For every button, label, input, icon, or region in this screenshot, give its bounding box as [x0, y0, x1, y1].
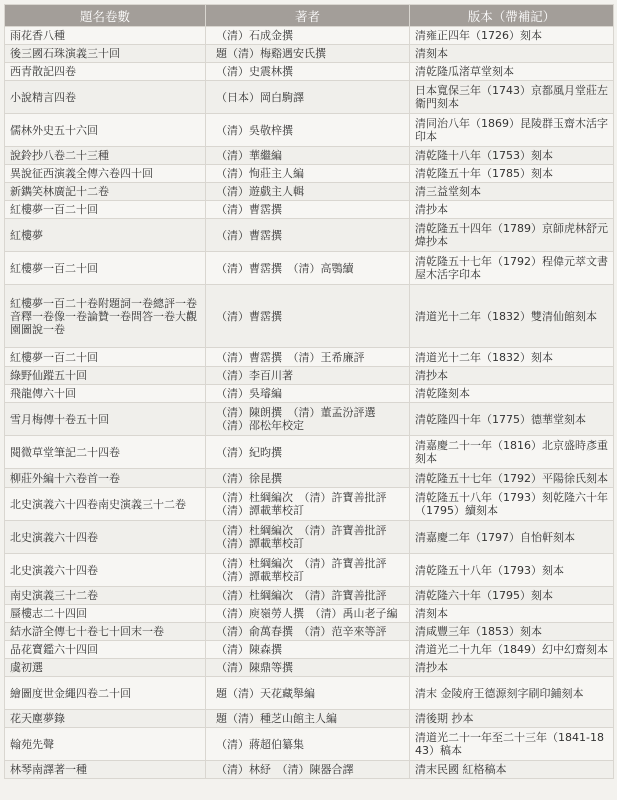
- cell-author: （清）林紓 （清）陳器合譯: [206, 761, 410, 779]
- cell-edition: 清道光二十一年至二十三年（1841-1843）稿本: [410, 728, 614, 761]
- cell-author: （清）遊戲主人輯: [206, 183, 410, 201]
- cell-title: 紅樓夢: [5, 219, 206, 252]
- table-row: [5, 165, 614, 183]
- cell-author: 題（清）天花藏舉編: [206, 677, 410, 710]
- cell-edition: 清後期 抄本: [410, 710, 614, 728]
- table-row: [5, 183, 614, 201]
- cell-title: 蜃樓志二十四回: [5, 605, 206, 623]
- cell-author: （清）杜綱編次 （清）許寶善批評 （清）譚載華校訂: [206, 488, 410, 521]
- cell-edition: 清抄本: [410, 367, 614, 385]
- cell-author: （清）陳朗撰 （清）董孟汾評選 （清）邵松年校定: [206, 403, 410, 436]
- table-row: [5, 710, 614, 728]
- cell-edition: 清乾隆五十年（1785）刻本: [410, 165, 614, 183]
- cell-author: （清）恂莊主人編: [206, 165, 410, 183]
- table-row: [5, 252, 614, 285]
- cell-author: （清）石成金撰: [206, 27, 410, 45]
- table-row: [5, 623, 614, 641]
- cell-title: 翰苑先聲: [5, 728, 206, 761]
- cell-title: 紅樓夢一百二十回: [5, 201, 206, 219]
- cell-author: （清）曹霑撰: [206, 219, 410, 252]
- cell-edition: 清乾隆瓜渚草堂刻本: [410, 63, 614, 81]
- cell-edition: 清道光十二年（1832）雙清仙館刻本: [410, 285, 614, 348]
- cell-edition: 清三益堂刻本: [410, 183, 614, 201]
- table-row: [5, 147, 614, 165]
- header-row: [5, 5, 614, 27]
- table-row: [5, 27, 614, 45]
- cell-author: 題（清）梅谿遇安氏撰: [206, 45, 410, 63]
- table-row: [5, 521, 614, 554]
- cell-title: 品花寶鑑六十四回: [5, 641, 206, 659]
- cell-author: （清）俞萬春撰 （清）范辛來等評: [206, 623, 410, 641]
- cell-author: （清）陳鼎等撰: [206, 659, 410, 677]
- cell-title: 林琴南譯著一種: [5, 761, 206, 779]
- cell-author: （清）陳森撰: [206, 641, 410, 659]
- table-row: [5, 605, 614, 623]
- cell-author: （清）紀昀撰: [206, 436, 410, 469]
- cell-author: （清）庾嶺勞人撰 （清）禹山老子編: [206, 605, 410, 623]
- table-row: [5, 45, 614, 63]
- cell-edition: 清乾隆五十七年（1792）平陽徐氏刻本: [410, 469, 614, 488]
- cell-author: （日本）岡白駒譯: [206, 81, 410, 114]
- table-row: [5, 81, 614, 114]
- cell-title: 儒林外史五十六回: [5, 114, 206, 147]
- cell-title: 異說征西演義全傳六卷四十回: [5, 165, 206, 183]
- cell-title: 小說精言四卷: [5, 81, 206, 114]
- cell-title: 柳莊外編十六卷首一卷: [5, 469, 206, 488]
- cell-edition: 清乾隆十八年（1753）刻本: [410, 147, 614, 165]
- table-row: [5, 201, 614, 219]
- table-row: [5, 761, 614, 779]
- cell-author: （清）曹霑撰: [206, 285, 410, 348]
- cell-title: 北史演義六十四卷南史演義三十二卷: [5, 488, 206, 521]
- catalog-table-container: [4, 4, 613, 779]
- cell-title: 北史演義六十四卷: [5, 554, 206, 587]
- cell-author: （清）徐昆撰: [206, 469, 410, 488]
- cell-author: （清）杜綱編次 （清）許寶善批評: [206, 587, 410, 605]
- table-row: [5, 385, 614, 403]
- table-row: [5, 436, 614, 469]
- table-row: [5, 367, 614, 385]
- cell-edition: 清乾隆五十八年（1793）刻本: [410, 554, 614, 587]
- cell-title: 說鈴抄八卷二十三種: [5, 147, 206, 165]
- cell-edition: 清乾隆四十年（1775）德華堂刻本: [410, 403, 614, 436]
- cell-author: （清）杜綱編次 （清）許寶善批評 （清）譚載華校訂: [206, 554, 410, 587]
- table-row: [5, 659, 614, 677]
- table-row: [5, 677, 614, 710]
- cell-edition: 清乾隆五十八年（1793）刻乾隆六十年（1795）續刻本: [410, 488, 614, 521]
- cell-author: （清）曹霑撰: [206, 201, 410, 219]
- table-row: [5, 114, 614, 147]
- cell-author: （清）華繼編: [206, 147, 410, 165]
- cell-edition: 清抄本: [410, 201, 614, 219]
- cell-edition: 清嘉慶二年（1797）自怡軒刻本: [410, 521, 614, 554]
- cell-edition: 清抄本: [410, 659, 614, 677]
- cell-edition: 清乾隆六十年（1795）刻本: [410, 587, 614, 605]
- cell-edition: 清刻本: [410, 45, 614, 63]
- cell-title: 飛龍傳六十回: [5, 385, 206, 403]
- table-row: [5, 587, 614, 605]
- cell-edition: 清乾隆刻本: [410, 385, 614, 403]
- cell-title: 北史演義六十四卷: [5, 521, 206, 554]
- cell-edition: 清同治八年（1869）昆陵群玉齋木活字印本: [410, 114, 614, 147]
- cell-edition: 清道光二十九年（1849）幻中幻齋刻本: [410, 641, 614, 659]
- cell-title: 結水滸全傳七十卷七十回末一卷: [5, 623, 206, 641]
- table-row: [5, 728, 614, 761]
- cell-edition: 清道光十二年（1832）刻本: [410, 348, 614, 367]
- cell-title: 紅樓夢一百二十卷附題詞一卷總評一卷音釋一卷像一卷論贊一卷問答一卷大觀園圖說一卷: [5, 285, 206, 348]
- cell-title: 新鐫笑林廣記十二卷: [5, 183, 206, 201]
- cell-edition: 清雍正四年（1726）刻本: [410, 27, 614, 45]
- header-edition: 版本（帶補記）: [410, 5, 614, 27]
- cell-author: （清）杜綱編次 （清）許寶善批評 （清）譚載華校訂: [206, 521, 410, 554]
- cell-author: 題（清）種芝山館主人編: [206, 710, 410, 728]
- table-row: [5, 641, 614, 659]
- cell-author: （清）曹霑撰 （清）王希廉評: [206, 348, 410, 367]
- cell-title: 後三國石珠演義三十回: [5, 45, 206, 63]
- cell-edition: 清乾隆五十七年（1792）程偉元萃文書屋木活字印本: [410, 252, 614, 285]
- catalog-table: [4, 4, 614, 779]
- cell-author: （清）曹霑撰 （清）高鶚續: [206, 252, 410, 285]
- cell-title: 虞初選: [5, 659, 206, 677]
- cell-edition: 清乾隆五十四年（1789）京師虎林舒元煒抄本: [410, 219, 614, 252]
- table-row: [5, 554, 614, 587]
- cell-title: 紅樓夢一百二十回: [5, 252, 206, 285]
- cell-edition: 日本寬保三年（1743）京都風月堂莊左衛門刻本: [410, 81, 614, 114]
- cell-author: （清）李百川著: [206, 367, 410, 385]
- cell-title: 紅樓夢一百二十回: [5, 348, 206, 367]
- cell-title: 閱微草堂筆記二十四卷: [5, 436, 206, 469]
- cell-edition: 清末民國 紅格稿本: [410, 761, 614, 779]
- cell-title: 繪圖度世金繩四卷二十回: [5, 677, 206, 710]
- cell-title: 南史演義三十二卷: [5, 587, 206, 605]
- cell-author: （清）蔣超伯纂集: [206, 728, 410, 761]
- table-row: [5, 348, 614, 367]
- cell-edition: 清刻本: [410, 605, 614, 623]
- table-row: [5, 403, 614, 436]
- cell-author: （清）吳璿編: [206, 385, 410, 403]
- cell-author: （清）吳敬梓撰: [206, 114, 410, 147]
- cell-title: 雪月梅傳十卷五十回: [5, 403, 206, 436]
- header-author: 著者: [206, 5, 410, 27]
- cell-title: 西青散記四卷: [5, 63, 206, 81]
- cell-title: 雨花香八種: [5, 27, 206, 45]
- cell-title: 綠野仙蹤五十回: [5, 367, 206, 385]
- table-row: [5, 63, 614, 81]
- cell-author: （清）史震林撰: [206, 63, 410, 81]
- table-row: [5, 469, 614, 488]
- table-row: [5, 285, 614, 348]
- cell-edition: 清末 金陵府王德源刻字刷印鋪刻本: [410, 677, 614, 710]
- cell-edition: 清咸豐三年（1853）刻本: [410, 623, 614, 641]
- cell-title: 花天塵夢錄: [5, 710, 206, 728]
- table-row: [5, 488, 614, 521]
- table-row: [5, 219, 614, 252]
- header-title: 題名卷數: [5, 5, 206, 27]
- cell-edition: 清嘉慶二十一年（1816）北京盛時彥重刻本: [410, 436, 614, 469]
